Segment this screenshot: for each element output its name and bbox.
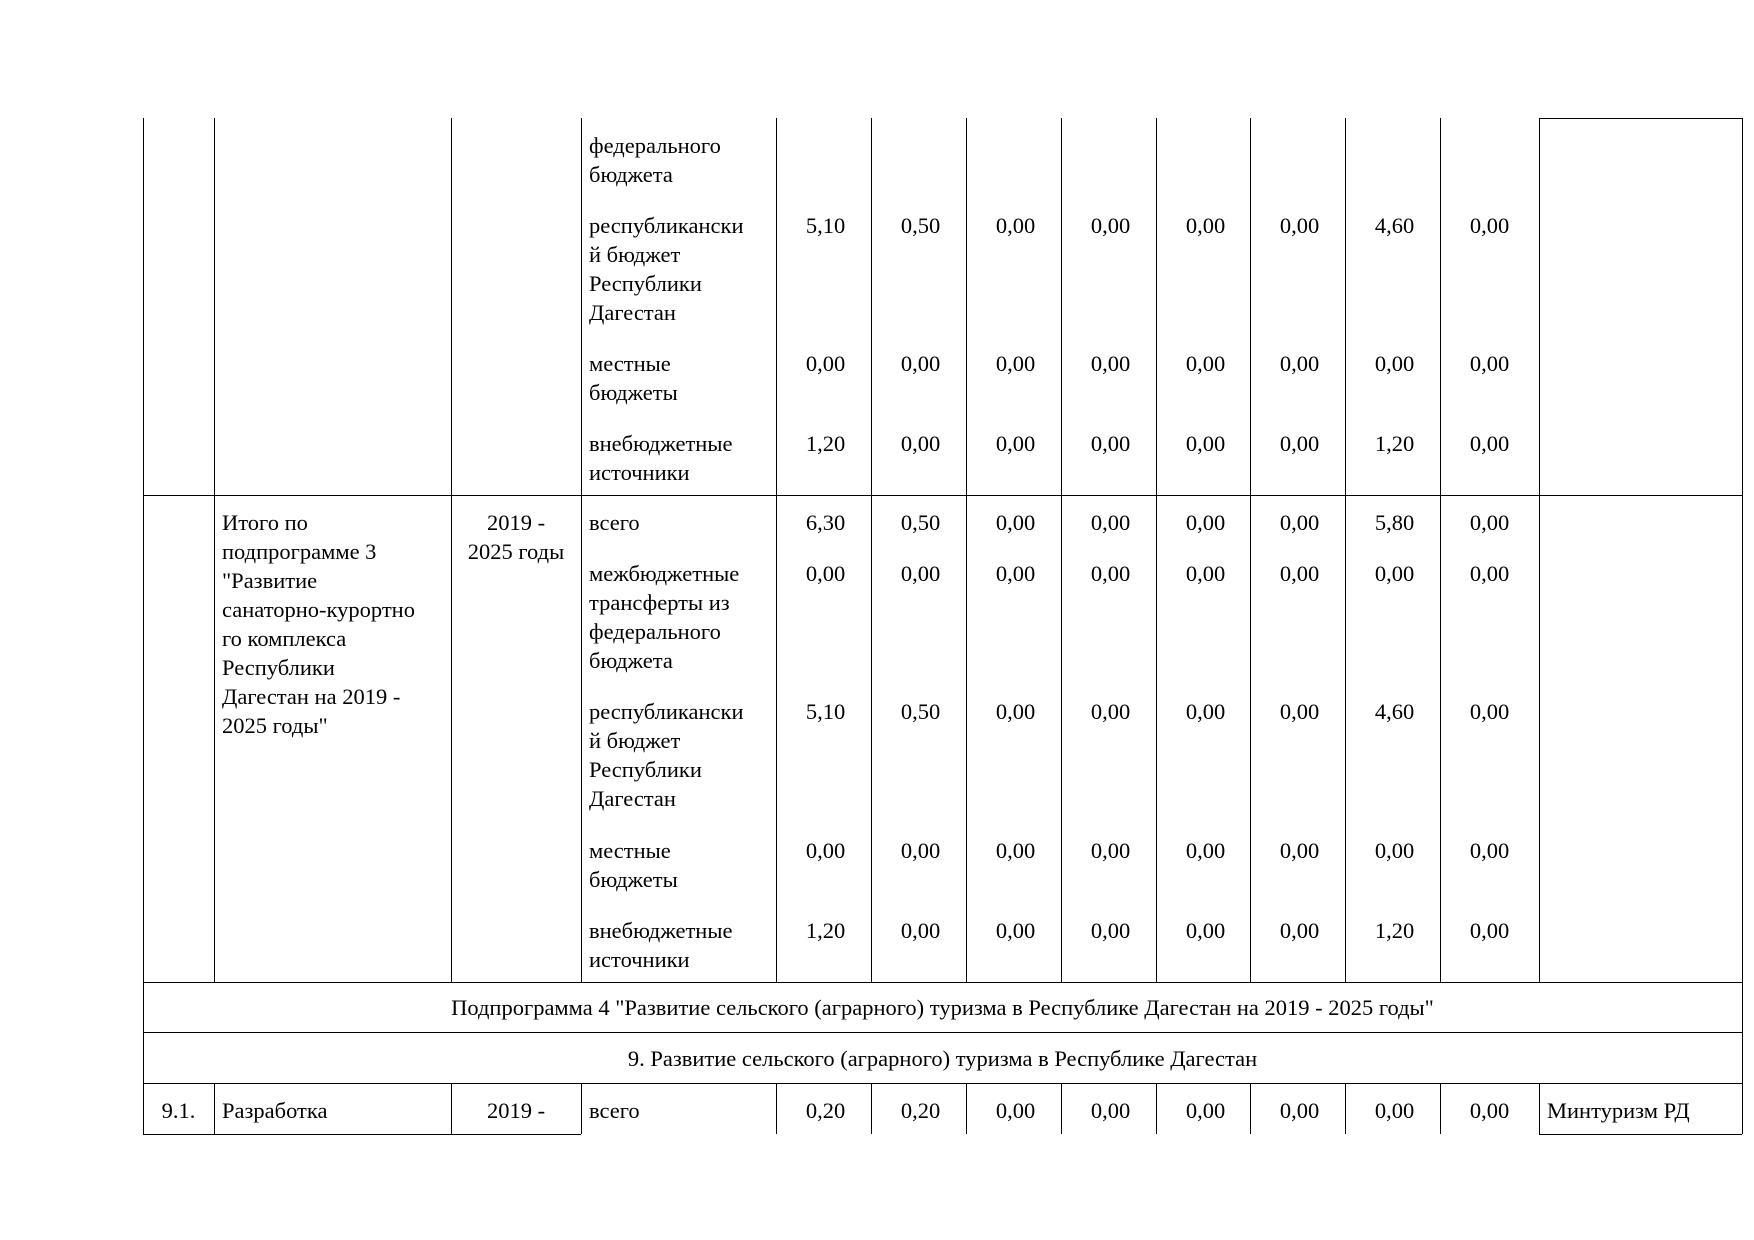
value-cell: 0,50	[900, 213, 941, 238]
row-separator	[143, 982, 1742, 983]
value-cell: 0,20	[805, 1098, 846, 1123]
subprogram-header: Подпрограмма 4 "Развитие сельского (аграрного) туризма в Республике Дагестан на 2019 - 2025 годы"	[451, 995, 1434, 1020]
value-cell: 0,00	[995, 838, 1036, 863]
value-cell: 0,00	[995, 431, 1036, 456]
value-cell: 0,00	[1090, 918, 1131, 943]
value-cell: 0,00	[1279, 510, 1320, 535]
executor-cell: Минтуризм РД	[1547, 1098, 1690, 1123]
value-cell: 0,00	[1469, 510, 1510, 535]
col-line	[776, 1083, 777, 1134]
value-cell: 0,00	[1469, 1098, 1510, 1123]
source-label: всего	[589, 1098, 640, 1123]
source-label: внебюджетные источники	[589, 431, 733, 485]
row-separator	[143, 1083, 1742, 1084]
row-separator	[143, 495, 1742, 496]
value-cell: 1,20	[805, 918, 846, 943]
col-line	[214, 1083, 215, 1134]
col-line	[581, 1083, 582, 1134]
value-cell: 0,00	[995, 561, 1036, 586]
value-cell: 0,20	[900, 1098, 941, 1123]
period-cell: 2019 - 2025 годы	[467, 510, 565, 564]
value-cell: 0,00	[1090, 838, 1131, 863]
value-cell: 0,00	[1185, 1098, 1226, 1123]
source-label: федерального бюджета	[589, 133, 721, 187]
source-label: местные бюджеты	[589, 838, 678, 892]
value-cell: 0,00	[1279, 918, 1320, 943]
value-cell: 0,00	[805, 351, 846, 376]
value-cell: 0,00	[1469, 431, 1510, 456]
col-line	[143, 118, 144, 982]
value-cell: 0,00	[1469, 213, 1510, 238]
value-cell: 0,00	[900, 561, 941, 586]
value-cell: 0,00	[900, 431, 941, 456]
period-cell: 2019 -	[486, 1098, 546, 1123]
row-separator	[143, 1032, 1742, 1033]
row-number: 9.1.	[161, 1098, 196, 1123]
value-cell: 4,60	[1374, 213, 1415, 238]
value-cell: 0,00	[1374, 351, 1415, 376]
col-line	[1742, 1083, 1743, 1134]
value-cell: 0,00	[995, 213, 1036, 238]
value-cell: 0,00	[1279, 351, 1320, 376]
measure-name: Разработка	[222, 1098, 328, 1123]
value-cell: 0,00	[900, 838, 941, 863]
value-cell: 1,20	[1374, 431, 1415, 456]
value-cell: 0,00	[1185, 431, 1226, 456]
value-cell: 0,50	[900, 510, 941, 535]
value-cell: 5,10	[805, 699, 846, 724]
value-cell: 0,00	[1279, 561, 1320, 586]
value-cell: 0,00	[1374, 561, 1415, 586]
col-line	[1539, 118, 1540, 982]
value-cell: 0,00	[1185, 213, 1226, 238]
source-label: межбюджетные трансферты из федерального бюджета	[589, 561, 740, 673]
value-cell: 0,00	[1090, 351, 1131, 376]
value-cell: 0,00	[805, 838, 846, 863]
source-label: местные бюджеты	[589, 351, 678, 405]
value-cell: 1,20	[1374, 918, 1415, 943]
value-cell: 0,00	[1279, 213, 1320, 238]
value-cell: 0,00	[1279, 838, 1320, 863]
value-cell: 0,00	[1090, 213, 1131, 238]
section-header: 9. Развитие сельского (аграрного) туризма в Республике Дагестан	[627, 1046, 1258, 1071]
value-cell: 0,50	[900, 699, 941, 724]
value-cell: 0,00	[995, 510, 1036, 535]
source-label: республикански й бюджет Республики Дагестан	[589, 213, 744, 325]
value-cell: 0,00	[1374, 1098, 1415, 1123]
value-cell: 0,00	[1090, 510, 1131, 535]
table-bottom-border	[1539, 1134, 1742, 1135]
value-cell: 0,00	[1469, 699, 1510, 724]
col-line	[1742, 118, 1743, 982]
value-cell: 0,00	[1090, 561, 1131, 586]
value-cell: 0,00	[900, 918, 941, 943]
value-cell: 0,00	[1279, 431, 1320, 456]
value-cell: 0,00	[995, 918, 1036, 943]
col-line	[776, 118, 777, 982]
value-cell: 0,00	[995, 1098, 1036, 1123]
value-cell: 6,30	[805, 510, 846, 535]
value-cell: 0,00	[995, 699, 1036, 724]
value-cell: 0,00	[1469, 351, 1510, 376]
value-cell: 0,00	[1090, 1098, 1131, 1123]
value-cell: 0,00	[995, 351, 1036, 376]
value-cell: 4,60	[1374, 699, 1415, 724]
source-label: внебюджетные источники	[589, 918, 733, 972]
value-cell: 0,00	[1185, 838, 1226, 863]
value-cell: 0,00	[1185, 699, 1226, 724]
value-cell: 0,00	[1279, 699, 1320, 724]
table-top-border	[1539, 118, 1742, 119]
value-cell: 5,80	[1374, 510, 1415, 535]
subprogram-total-name: Итого по подпрограмме 3 "Развитие санаторно-курортно го комплекса Республики Дагестан на 2019 - 2025 годы"	[222, 510, 415, 738]
value-cell: 5,10	[805, 213, 846, 238]
col-line	[1742, 982, 1743, 1083]
value-cell: 0,00	[1469, 561, 1510, 586]
value-cell: 0,00	[1469, 838, 1510, 863]
col-line	[581, 118, 582, 982]
value-cell: 0,00	[1090, 699, 1131, 724]
value-cell: 0,00	[1185, 351, 1226, 376]
value-cell: 0,00	[1185, 510, 1226, 535]
value-cell: 0,00	[1185, 561, 1226, 586]
value-cell: 0,00	[805, 561, 846, 586]
value-cell: 0,00	[1185, 918, 1226, 943]
value-cell: 0,00	[1090, 431, 1131, 456]
value-cell: 1,20	[805, 431, 846, 456]
source-label: республикански й бюджет Республики Дагестан	[589, 699, 744, 811]
source-label: всего	[589, 510, 640, 535]
value-cell: 0,00	[1279, 1098, 1320, 1123]
value-cell: 0,00	[1469, 918, 1510, 943]
col-line	[1539, 1083, 1540, 1134]
value-cell: 0,00	[1374, 838, 1415, 863]
col-line	[214, 118, 215, 982]
value-cell: 0,00	[900, 351, 941, 376]
table-bottom-border	[143, 1134, 581, 1135]
